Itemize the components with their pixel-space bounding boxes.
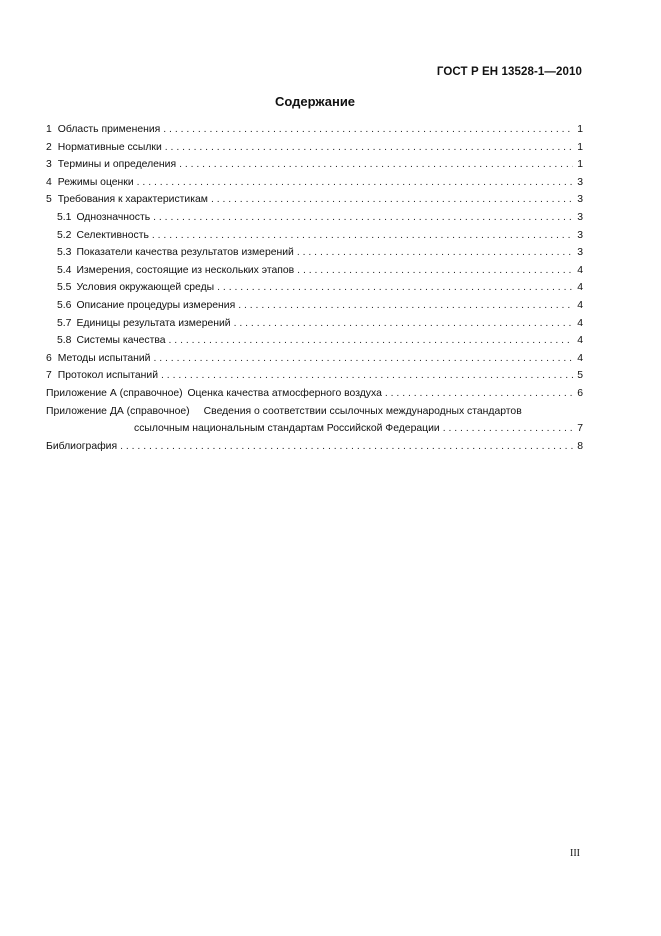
toc-leader (161, 367, 573, 385)
toc-entry-number: 5.4 (57, 264, 72, 276)
toc-entry-page: 5 (577, 370, 583, 382)
table-of-contents (46, 121, 583, 455)
toc-entry-page: 4 (577, 335, 583, 347)
toc-entry-number: 2 (46, 141, 52, 153)
toc-entry-label: Условия окружающей среды (76, 282, 215, 294)
toc-entry-number: 5.8 (57, 335, 72, 347)
toc-entry-5-3[interactable] (46, 244, 583, 262)
page-number: III (570, 848, 580, 859)
toc-leader (297, 244, 573, 262)
toc-entry-label: Методы испытаний (57, 352, 151, 364)
toc-entry-page: 8 (577, 440, 583, 452)
toc-entry-label: Протокол испытаний (57, 370, 159, 382)
toc-leader (153, 209, 573, 227)
toc-entry-5-2[interactable] (46, 227, 583, 245)
toc-entry-page: 1 (577, 124, 583, 135)
toc-entry-number: 1 (46, 124, 52, 135)
toc-entry-label: Библиография (46, 440, 118, 452)
toc-entry-number: 4 (46, 176, 52, 188)
toc-entry-page: 7 (577, 423, 583, 435)
toc-entry-number: 5.5 (57, 282, 72, 294)
toc-leader (137, 174, 573, 192)
toc-entry-label: Системы качества (76, 335, 166, 347)
toc-entry-1[interactable] (46, 121, 583, 139)
toc-entry-label-continuation: ссылочным национальным стандартам Российской Федерации (134, 423, 440, 435)
toc-entry-5-8[interactable] (46, 332, 583, 350)
toc-entry-label: Описание процедуры измерения (76, 299, 236, 311)
toc-title: Содержание (274, 94, 356, 109)
toc-entry-number: 5.3 (57, 247, 72, 259)
toc-entry-number: 5 (46, 194, 52, 206)
toc-entry-number: 5.2 (57, 229, 72, 241)
toc-leader (211, 191, 573, 209)
toc-leader (165, 139, 573, 157)
toc-entry-page: 3 (577, 247, 583, 259)
toc-entry-5-5[interactable] (46, 279, 583, 297)
toc-entry-page: 4 (577, 282, 583, 294)
toc-entry-page: 4 (577, 264, 583, 276)
toc-entry-5-7[interactable] (46, 315, 583, 333)
toc-leader (163, 121, 573, 139)
toc-entry-number: 7 (46, 370, 52, 382)
toc-leader (217, 279, 573, 297)
toc-entry-bibliography[interactable] (46, 438, 583, 456)
toc-entry-number: 3 (46, 159, 52, 171)
toc-entry-4[interactable] (46, 174, 583, 192)
toc-entry-3[interactable] (46, 156, 583, 174)
toc-entry-label: Измерения, состоящие из нескольких этапов (76, 264, 295, 276)
toc-entry-label: Единицы результата измерений (76, 317, 231, 329)
toc-entry-number: 5.1 (57, 211, 72, 223)
toc-entry-label: Сведения о соответствии ссылочных международных стандартов (203, 405, 522, 417)
toc-entry-label: Нормативные ссылки (57, 141, 162, 153)
toc-entry-label: Режимы оценки (57, 176, 134, 188)
toc-entry-number: 5.6 (57, 299, 72, 311)
toc-entry-page: 3 (577, 176, 583, 188)
toc-entry-page: 4 (577, 352, 583, 364)
toc-entry-label: Селективность (76, 229, 149, 241)
toc-entry-page: 6 (577, 387, 583, 399)
toc-leader (234, 315, 573, 333)
toc-entry-7[interactable] (46, 367, 583, 385)
toc-leader (443, 420, 573, 438)
toc-entry-label: Требования к характеристикам (57, 194, 208, 206)
toc-entry-5[interactable] (46, 191, 583, 209)
toc-entry-page: 3 (577, 194, 583, 206)
toc-entry-2[interactable] (46, 139, 583, 157)
toc-entry-prefix: Приложение ДА (справочное) (46, 405, 190, 417)
toc-leader (120, 438, 573, 456)
toc-entry-6[interactable] (46, 350, 583, 368)
toc-entry-page: 1 (577, 141, 583, 153)
toc-entry-label: Область применения (57, 124, 161, 135)
toc-entry-number: 6 (46, 352, 52, 364)
toc-leader (179, 156, 573, 174)
toc-entry-page: 3 (577, 211, 583, 223)
toc-entry-5-4[interactable] (46, 262, 583, 280)
toc-entry-appendix-da[interactable] (46, 403, 583, 421)
toc-entry-5-1[interactable] (46, 209, 583, 227)
toc-entry-page: 3 (577, 229, 583, 241)
toc-entry-5-6[interactable] (46, 297, 583, 315)
toc-leader (385, 385, 573, 403)
toc-entry-number: 5.7 (57, 317, 72, 329)
toc-entry-label: Термины и определения (57, 159, 177, 171)
standard-code: ГОСТ Р ЕН 13528-1—2010 (436, 66, 582, 78)
toc-entry-label: Однозначность (76, 211, 151, 223)
toc-leader (169, 332, 573, 350)
toc-entry-appendix-a[interactable] (46, 385, 583, 403)
toc-leader (153, 350, 573, 368)
toc-entry-appendix-da-continuation[interactable] (46, 420, 583, 438)
toc-entry-prefix: Приложение А (справочное) (46, 387, 183, 399)
toc-entry-page: 1 (577, 159, 583, 171)
toc-leader (152, 227, 573, 245)
toc-entry-label: Показатели качества результатов измерений (76, 247, 294, 259)
toc-leader (238, 297, 573, 315)
toc-leader (297, 262, 573, 280)
toc-entry-page: 4 (577, 299, 583, 311)
toc-entry-page: 4 (577, 317, 583, 329)
toc-entry-label: Оценка качества атмосферного воздуха (187, 387, 382, 399)
